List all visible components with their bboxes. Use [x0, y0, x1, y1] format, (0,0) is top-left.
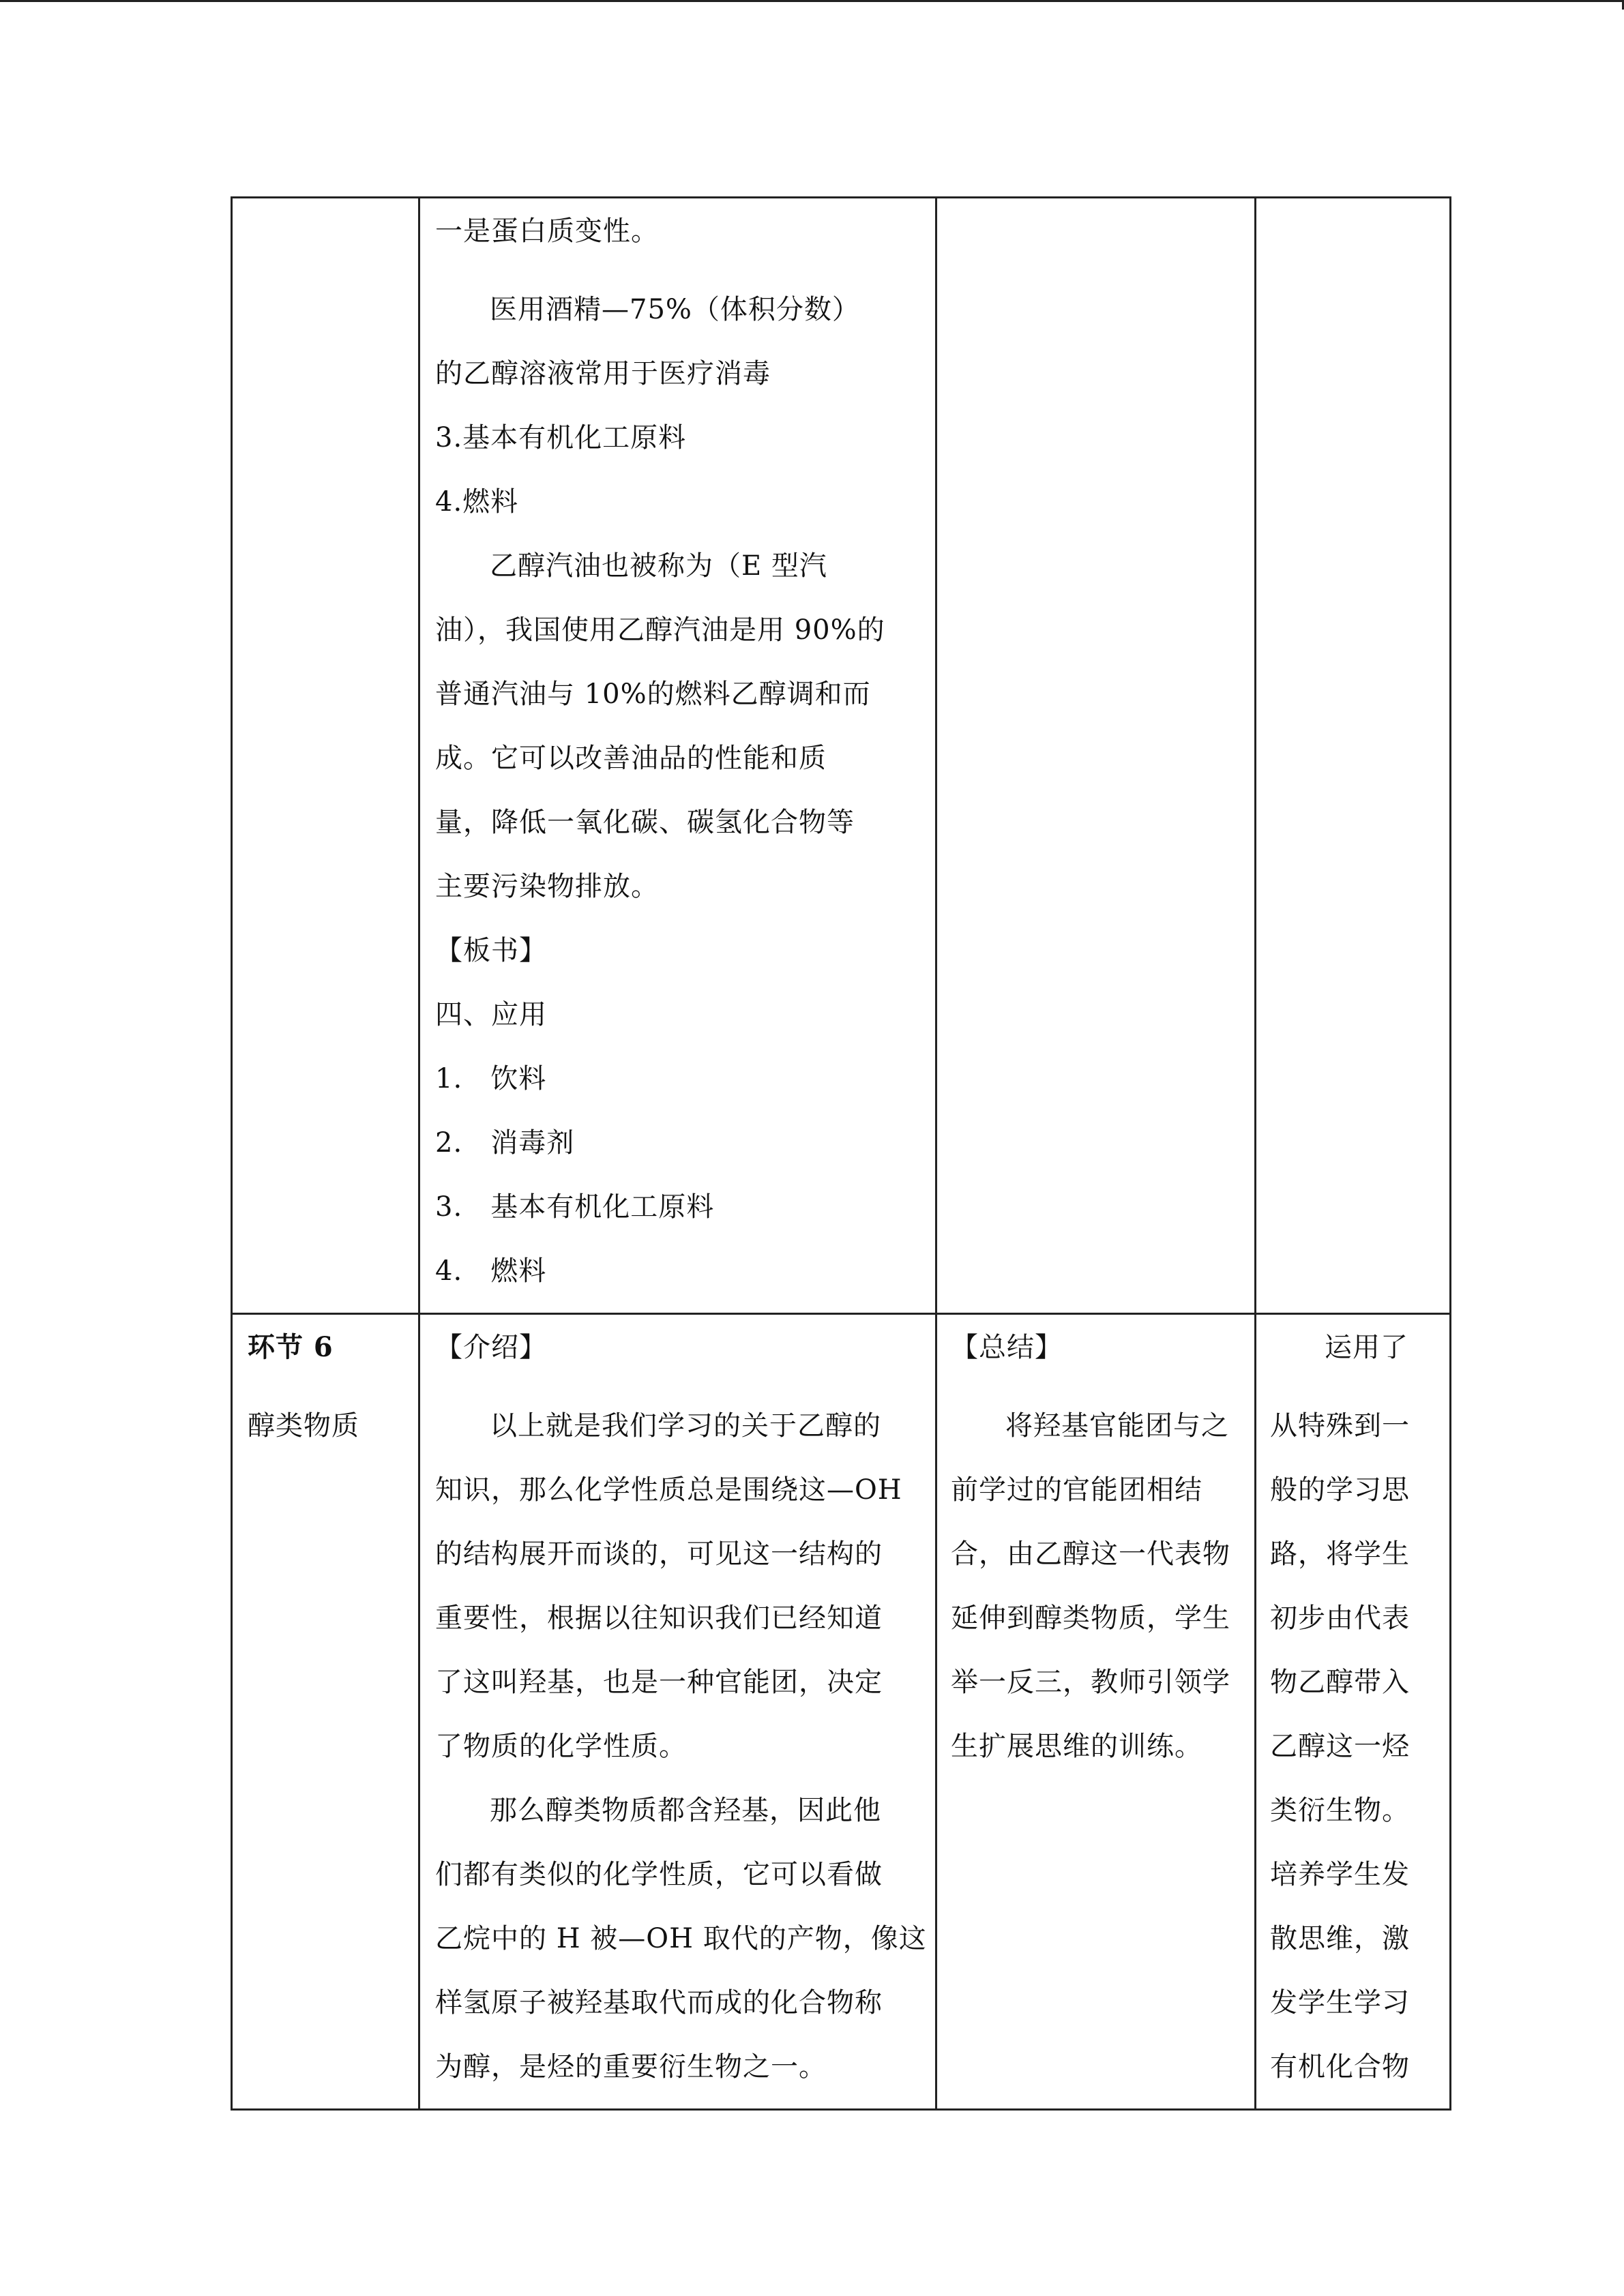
stage-name: 醇类物质: [248, 1410, 359, 1442]
student-activity-cell: [936, 1314, 1256, 2110]
text-line: 普通汽油与 10%的燃料乙醇调和而: [435, 679, 871, 710]
text-line: 培养学生发: [1270, 1859, 1410, 1890]
page-top-border: [0, 0, 1624, 2]
text-line: 物乙醇带入: [1270, 1667, 1410, 1698]
text-line: 散思维，激: [1270, 1923, 1410, 1954]
text-line: 从特殊到一: [1270, 1410, 1410, 1442]
text-line: 乙烷中的 H 被—OH 取代的产物，像这: [435, 1923, 927, 1954]
text-line: 主要污染物排放。: [435, 871, 659, 902]
text-line: 般的学习思: [1270, 1474, 1410, 1506]
list-item: 3. 基本有机化工原料: [435, 1191, 715, 1223]
teacher-activity-cell: [419, 198, 936, 1314]
list-item: 1. 饮料: [435, 1063, 547, 1094]
text-line: 那么醇类物质都含羟基，因此他: [490, 1795, 881, 1826]
text-line: 初步由代表: [1270, 1602, 1410, 1634]
teacher-activity-cell: [419, 1314, 936, 2110]
text-line: 举一反三，教师引领学: [951, 1667, 1230, 1698]
text-line: 乙醇汽油也被称为（E 型汽: [490, 550, 827, 582]
section-heading: 【总结】: [951, 1332, 1063, 1363]
text-line: 医用酒精—75%（体积分数）: [490, 294, 860, 325]
student-activity-cell: [936, 198, 1256, 1314]
text-line: 的乙醇溶液常用于医疗消毒: [435, 358, 771, 389]
design-intent-cell: [1256, 1314, 1451, 2110]
text-line: 为醇，是烃的重要衍生物之一。: [435, 2051, 827, 2083]
text-line: 延伸到醇类物质，学生: [951, 1602, 1230, 1634]
text-line: 3.基本有机化工原料: [435, 422, 687, 453]
text-line: 生扩展思维的训练。: [951, 1731, 1202, 1762]
section-heading: 【板书】: [435, 935, 547, 966]
text-line: 四、应用: [435, 999, 547, 1030]
text-line: 样氢原子被羟基取代而成的化合物称: [435, 1987, 883, 2018]
text-line: 乙醇这一烃: [1270, 1731, 1410, 1762]
text-line: 的结构展开而谈的，可见这一结构的: [435, 1538, 883, 1570]
text-line: 发学生学习: [1270, 1987, 1410, 2018]
text-line: 有机化合物: [1270, 2051, 1410, 2083]
list-item: 4. 燃料: [435, 1255, 547, 1287]
section-heading: 【介绍】: [435, 1332, 547, 1363]
stage-cell: [232, 198, 419, 1314]
stage-cell: [232, 1314, 419, 2110]
text-line: 运用了: [1325, 1332, 1408, 1363]
text-line: 了这叫羟基，也是一种官能团，决定: [435, 1667, 883, 1698]
text-line: 重要性，根据以往知识我们已经知道: [435, 1602, 883, 1634]
stage-title: 环节 6: [248, 1331, 334, 1363]
table-row: [232, 198, 1451, 1314]
lesson-plan-table: [231, 196, 1451, 2111]
table-row: [232, 1314, 1451, 2110]
text-line: 油），我国使用乙醇汽油是用 90%的: [435, 614, 885, 646]
text-line: 类衍生物。: [1270, 1795, 1410, 1826]
text-line: 们都有类似的化学性质，它可以看做: [435, 1859, 883, 1890]
text-line: 前学过的官能团相结: [951, 1474, 1202, 1506]
text-line: 将羟基官能团与之: [1005, 1410, 1229, 1442]
text-line: 一是蛋白质变性。: [435, 215, 659, 247]
design-intent-cell: [1256, 198, 1451, 1314]
text-line: 知识，那么化学性质总是围绕这—OH: [435, 1474, 902, 1506]
text-line: 成。它可以改善油品的性能和质: [435, 743, 827, 774]
text-line: 量，降低一氧化碳、碳氢化合物等: [435, 807, 855, 838]
text-line: 4.燃料: [435, 486, 519, 518]
text-line: 以上就是我们学习的关于乙醇的: [490, 1410, 881, 1442]
text-line: 路，将学生: [1270, 1538, 1410, 1570]
text-line: 了物质的化学性质。: [435, 1731, 687, 1762]
text-line: 合，由乙醇这一代表物: [951, 1538, 1230, 1570]
list-item: 2. 消毒剂: [435, 1127, 575, 1159]
